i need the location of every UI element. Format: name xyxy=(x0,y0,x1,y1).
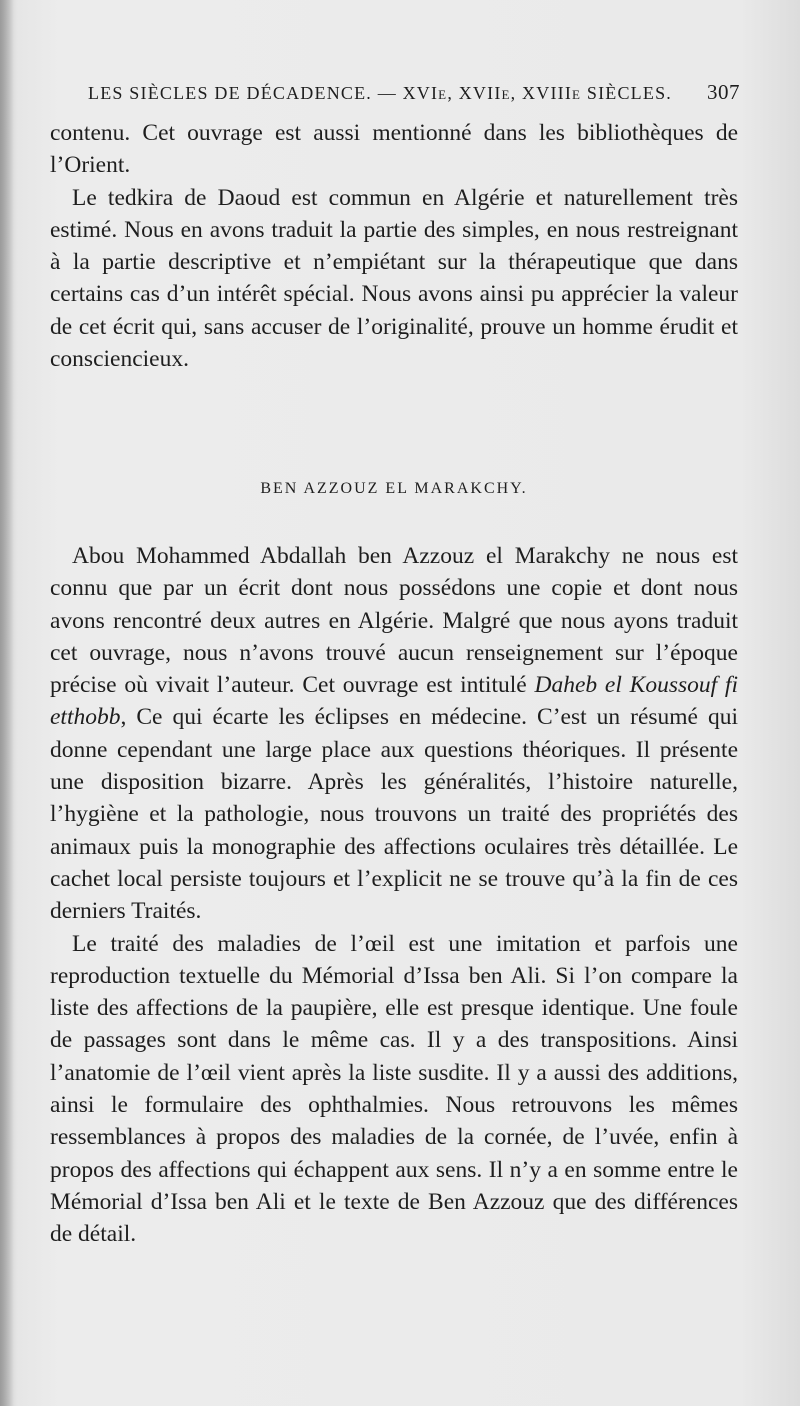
running-head: LES SIÈCLES DE DÉCADENCE. — XVIe, XVIIe, XVIIIe SIÈCLES. xyxy=(88,83,672,103)
text-block-top xyxy=(50,117,738,375)
paragraph: Le tedkira de Daoud est commun en Algérie et naturellement très estimé. Nous en avons traduit la partie des simples, en nous restreignant à la partie descriptive et n’empiétant sur la thérapeutique que dans certains cas d’un intérêt spécial. Nous avons ainsi pu apprécier la valeur de cet écrit qui, sans accuser de l’originalité, prouve un homme érudit et consciencieux. xyxy=(50,184,738,373)
binding-shadow xyxy=(0,0,14,1406)
text-block-bottom xyxy=(50,540,738,1251)
page-number: 307 xyxy=(707,80,740,104)
page-header xyxy=(88,80,740,110)
section-heading: BEN AZZOUZ EL MARAKCHY. xyxy=(260,480,528,497)
paragraph: contenu. Cet ouvrage est aussi mentionné dans les bibliothèques de l’Orient. xyxy=(50,120,738,179)
paragraph-text: , Ce qui écarte les éclipses en médecine. C’est un résumé qui donne cependant une large place aux questions théoriques. Il présente une disposition bizarre. Après les généralités, l’histoire naturelle, l’hygiène et la pathologie, nous trouvons un traité des propriétés des animaux puis la monographie des affections oculaires très détaillée. Le cachet local persiste toujours et l’explicit ne se trouve qu’à la fin de ces derniers Traités. xyxy=(50,704,738,925)
paragraph xyxy=(50,540,738,928)
paragraph: Le traité des maladies de l’œil est une imitation et parfois une reproduction textuelle du Mémorial d’Issa ben Ali. Si l’on compare la liste des affections de la paupière, elle est presque identique. Une foule de passages sont dans le même cas. Il y a des transpositions. Ainsi l’anatomie de l’œil vient après la liste susdite. Il y a aussi des additions, ainsi le formulaire des ophthalmies. Nous retrouvons les mêmes ressemblances à propos des maladies de la cornée, de l’uvée, enfin à propos des affections qui échappent aux sens. Il n’y a en somme entre le Mémorial d’Issa ben Ali et le texte de Ben Azzouz que des différences de détail. xyxy=(50,930,738,1248)
paragraph-text: Abou Mohammed Abdallah ben Azzouz el Marakchy ne nous est connu que par un écrit dont nous possédons une copie et dont nous avons rencontré deux autres en Algérie. Malgré que nous ayons traduit cet ouvrage, nous n’avons trouvé aucun renseignement sur l’époque précise où vivait l’auteur. Cet ouvrage est intitulé xyxy=(50,543,738,699)
book-title: Daheb el Koussouf fi etthobb xyxy=(50,672,738,731)
